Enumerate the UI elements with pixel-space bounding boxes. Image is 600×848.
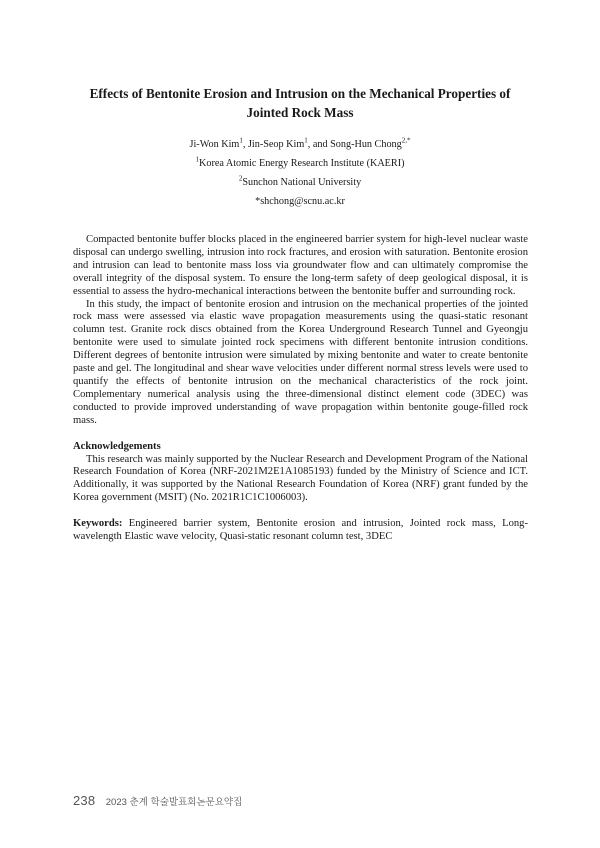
author-list [60, 138, 540, 152]
author-separator: , [242, 139, 248, 150]
affiliation-1 [60, 157, 540, 171]
keywords-label: Keywords: [73, 518, 123, 530]
abstract-paragraph-1: Compacted bentonite buffer blocks placed in the engineered barrier system for high-level nuclear waste disposal can undergo swelling, intrusion into rock fractures, and erosion with saturation. Bentonite erosion and intrusion can lead to bentonite mass loss via groundwater flow and can ultimately compromise the overall integrity of the disposal system. To ensure the long-term safety of deep geological disposal, it is essential to assess the hydro-mechanical interactions between the bentonite buffer and surrounding rock. [73, 234, 528, 297]
page-footer [73, 792, 242, 810]
paper-body [73, 234, 528, 544]
journal-name: 2023 춘계 학술발표회논문요약집 [105, 797, 243, 808]
paper-title [60, 84, 540, 122]
author-affiliation-mark: 2,* [401, 136, 411, 145]
acknowledgements-heading: Acknowledgements [73, 440, 161, 452]
author-name: Ji-Won Kim [189, 139, 240, 150]
author-name: Song-Hun Chong [330, 139, 402, 150]
keywords [73, 518, 528, 544]
keywords-text: Engineered barrier system, Bentonite erosion and intrusion, Jointed rock mass, Long-wavelength Elastic wave velocity, Quasi-static resonant column test, 3DEC [73, 518, 528, 543]
abstract-paragraph-2: In this study, the impact of bentonite erosion and intrusion on the mechanical properties of the jointed rock mass were assessed via elastic wave propagation measurements using the quasi-static resonant column test. Granite rock discs obtained from the Korea Underground Research Tunnel and Gyeongju bentonite were used to simulate jointed rock specimens with different bentonite intrusion conditions. Different degrees of bentonite intrusion were simulated by mixing bentonite and water to create bentonite paste and gel. The longitudinal and shear wave velocities under different normal stress levels were used to quantify the effects of bentonite intrusion on the mechanical characteristics of the rock joint. Complementary numerical analysis using the three-dimensional distinct element code (3DEC) was conducted to provide improved understanding of wave propagation within bentonite gouge-filled rock mass. [73, 298, 528, 426]
author-name: Jin-Seop Kim [247, 139, 305, 150]
author-separator: , and [307, 139, 331, 150]
page-number: 238 [73, 793, 96, 808]
acknowledgements-text: This research was mainly supported by the Nuclear Research and Development Program of the National Research Foundation of Korea (NRF-2021M2E1A1085193) funded by the Ministry of Science and ICT. Additionally, it was supported by the National Research Foundation of Korea (NRF) grant funded by the Korea government (MSIT) (No. 2021R1C1C1006003). [73, 453, 528, 504]
author-affiliation-mark: 1 [239, 136, 243, 145]
affiliation-mark: 2 [238, 174, 243, 183]
title-line-2: Jointed Rock Mass [246, 105, 354, 120]
corresponding-email: *shchong@scnu.ac.kr [255, 196, 345, 207]
affiliation-mark: 1 [195, 155, 199, 164]
affiliation-text: Korea Atomic Energy Research Institute (KAERI) [199, 158, 405, 169]
author-affiliation-mark: 1 [304, 136, 308, 145]
affiliation-2 [60, 176, 540, 190]
affiliation-text: Sunchon National University [242, 177, 362, 188]
title-line-1: Effects of Bentonite Erosion and Intrusion on the Mechanical Properties of [89, 86, 511, 101]
